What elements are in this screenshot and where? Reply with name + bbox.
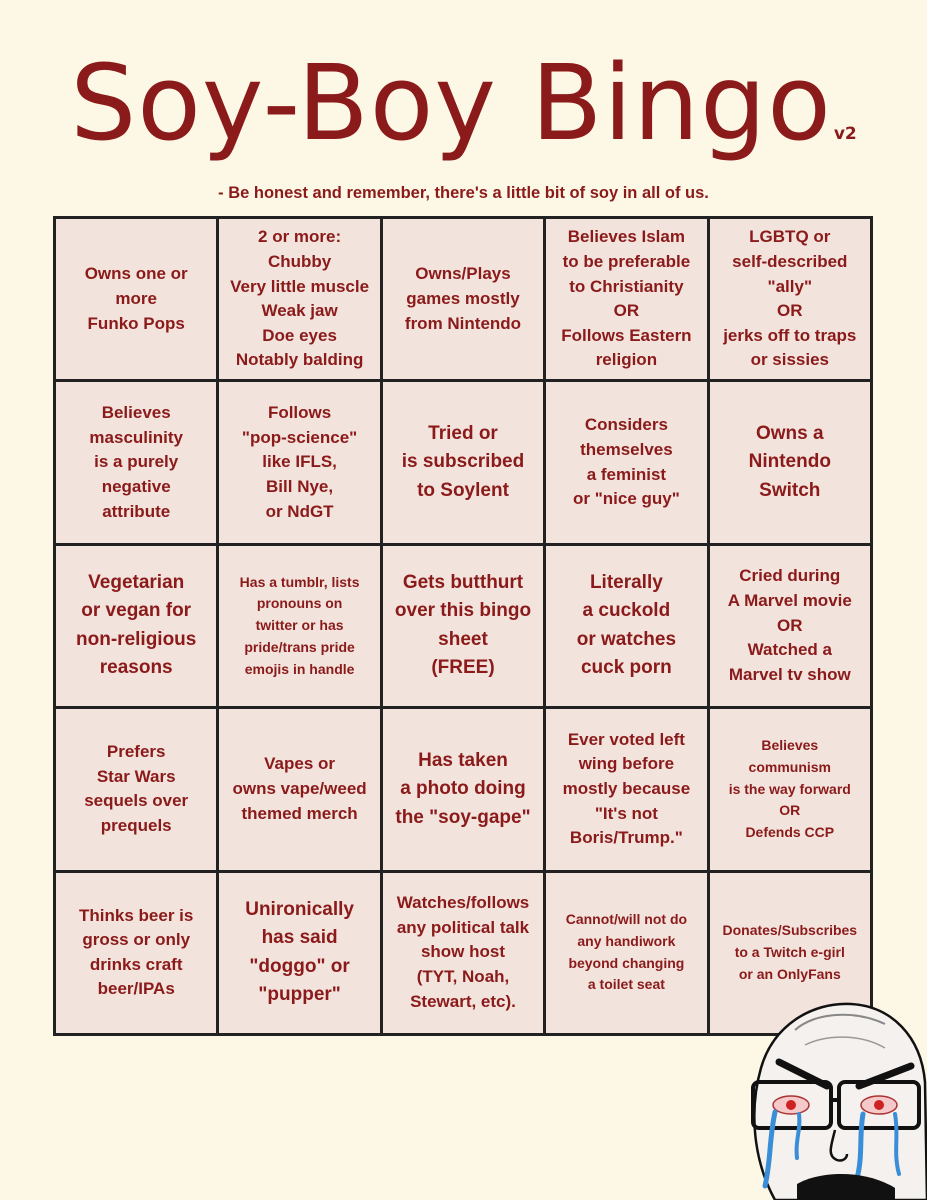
page-title xyxy=(0,38,927,199)
bingo-cell[interactable]: Donates/Subscribes to a Twitch e-girl or an OnlyFans xyxy=(710,873,870,1033)
bingo-cell[interactable]: Has a tumblr, lists pronouns on twitter or has pride/trans pride emojis in handle xyxy=(219,546,379,706)
bingo-cell[interactable]: Ever voted left wing before mostly because "It's not Boris/Trump." xyxy=(546,709,706,869)
bingo-cell[interactable]: Tried or is subscribed to Soylent xyxy=(383,382,543,542)
bingo-cell[interactable]: Thinks beer is gross or only drinks craft beer/IPAs xyxy=(56,873,216,1033)
crying-wojak-icon xyxy=(735,990,927,1200)
bingo-cell[interactable]: Watches/follows any political talk show host (TYT, Noah, Stewart, etc). xyxy=(383,873,543,1033)
version-label: v2 xyxy=(833,124,857,144)
bingo-cell[interactable]: Owns/Plays games mostly from Nintendo xyxy=(383,219,543,379)
bingo-cell[interactable]: Unironically has said "doggo" or "pupper" xyxy=(219,873,379,1033)
bingo-cell[interactable]: 2 or more: Chubby Very little muscle Weak jaw Doe eyes Notably balding xyxy=(219,219,379,379)
bingo-cell-free[interactable]: Gets butthurt over this bingo sheet (FREE) xyxy=(383,546,543,706)
bingo-cell[interactable]: Considers themselves a feminist or "nice guy" xyxy=(546,382,706,542)
bingo-cell[interactable]: Literally a cuckold or watches cuck porn xyxy=(546,546,706,706)
bingo-cell[interactable]: Has taken a photo doing the "soy-gape" xyxy=(383,709,543,869)
bingo-cell[interactable]: Believes Islam to be preferable to Christianity OR Follows Eastern religion xyxy=(546,219,706,379)
bingo-cell[interactable]: Owns one or more Funko Pops xyxy=(56,219,216,379)
bingo-cell[interactable]: Vapes or owns vape/weed themed merch xyxy=(219,709,379,869)
subtitle: - Be honest and remember, there's a little bit of soy in all of us. xyxy=(218,184,709,202)
bingo-cell[interactable]: Believes communism is the way forward OR Defends CCP xyxy=(710,709,870,869)
bingo-cell[interactable]: Cried during A Marvel movie OR Watched a Marvel tv show xyxy=(710,546,870,706)
bingo-cell[interactable]: LGBTQ or self-described "ally" OR jerks off to traps or sissies xyxy=(710,219,870,379)
bingo-cell[interactable]: Follows "pop-science" like IFLS, Bill Nye, or NdGT xyxy=(219,382,379,542)
bingo-cell[interactable]: Cannot/will not do any handiwork beyond changing a toilet seat xyxy=(546,873,706,1033)
bingo-cell[interactable]: Owns a Nintendo Switch xyxy=(710,382,870,542)
bingo-cell[interactable]: Vegetarian or vegan for non-religious reasons xyxy=(56,546,216,706)
bingo-grid xyxy=(53,216,873,1036)
title-text: Soy-Boy Bingo xyxy=(70,42,832,164)
bingo-cell[interactable]: Prefers Star Wars sequels over prequels xyxy=(56,709,216,869)
bingo-cell[interactable]: Believes masculinity is a purely negative attribute xyxy=(56,382,216,542)
